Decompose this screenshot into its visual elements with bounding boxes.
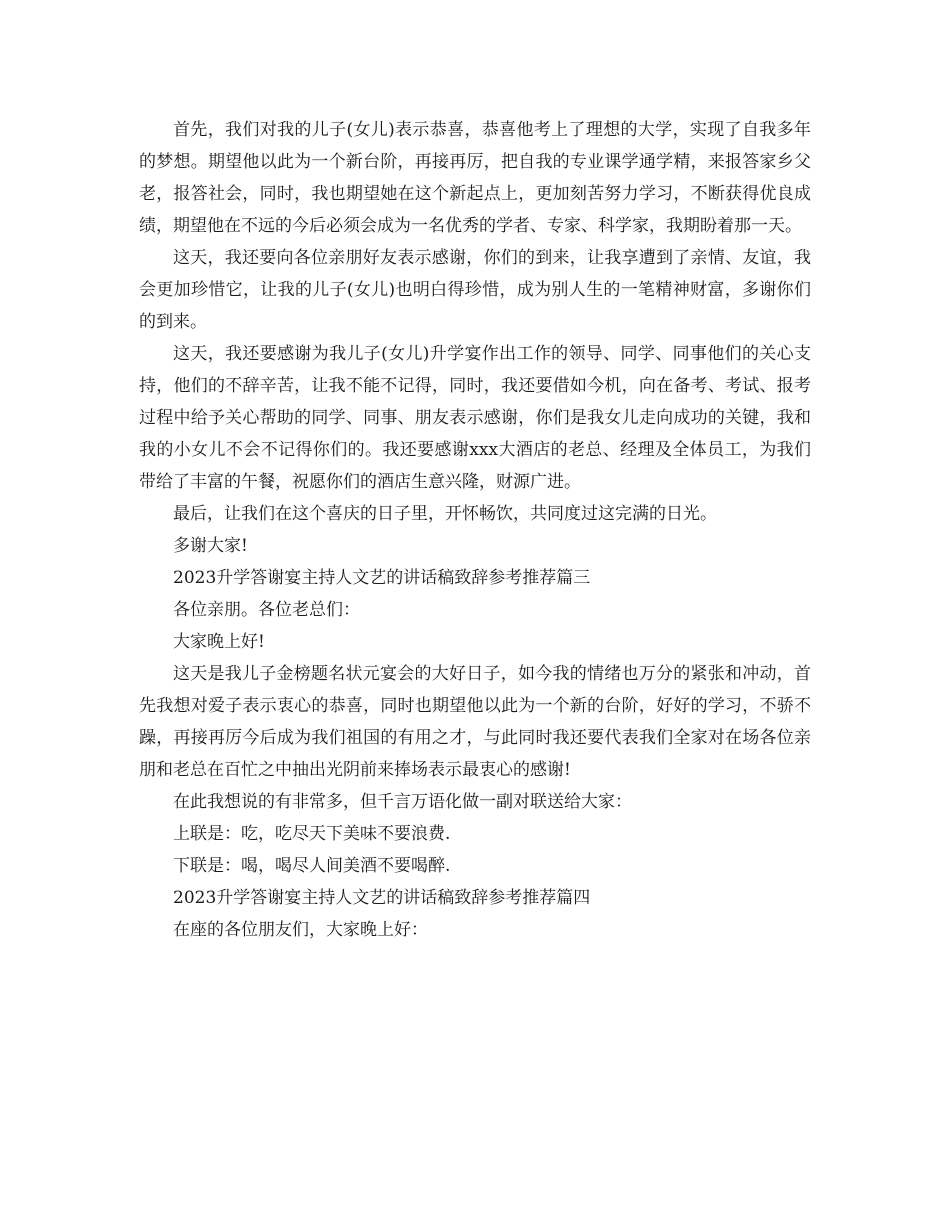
paragraph-thank-all: 多谢大家! — [173, 536, 248, 556]
paragraph-opening-greeting: 在座的各位朋友们，大家晚上好： — [173, 920, 428, 940]
paragraph-greeting: 大家晚上好! — [173, 632, 265, 652]
paragraph-banquet-speech: 这天是我儿子金榜题名状元宴会的大好日子，如今我的情绪也万分的紧张和冲动，首先我想对爱子表示衷心的恭喜，同时也期望他以此为一个新的台阶，好好的学习，不骄不躁，再接再厉今后成为我们祖国的有用之才，与此同时我还要代表我们全家对在场各位亲朋和老总在百忙之中抽出光阴前来捧场表示最衷心的感谢! — [139, 664, 811, 780]
paragraph-couplet-upper: 上联是：吃，吃尽天下美味不要浪费. — [173, 824, 451, 844]
paragraph-thanks-helpers: 这天，我还要感谢为我儿子(女儿)升学宴作出工作的领导、同学、同事他们的关心支持，他们的不辞辛苦，让我不能不记得，同时，我还要借如今机，向在备考、考试、报考过程中给予关心帮助的同学、同事、朋友表示感谢，你们是我女儿走向成功的关键，我和我的小女儿不会不记得你们的。我还要感谢xxx大酒店的老总、经理及全体员工，为我们带给了丰富的午餐，祝愿你们的酒店生意兴隆，财源广进。 — [139, 344, 811, 492]
paragraph-couplet-intro: 在此我想说的有非常多，但千言万语化做一副对联送给大家： — [173, 792, 632, 812]
paragraph-congratulations: 首先，我们对我的儿子(女儿)表示恭喜，恭喜他考上了理想的大学，实现了自我多年的梦想。期望他以此为一个新台阶，再接再厉，把自我的专业课学通学精，来报答家乡父老，报答社会，同时，我也期望她在这个新起点上，更加刻苦努力学习，不断获得优良成绩，期望他在不远的今后必须会成为一名优秀的学者、专家、科学家，我期盼着那一天。 — [139, 120, 811, 236]
paragraph-salutation: 各位亲朋。各位老总们： — [173, 600, 360, 620]
paragraph-closing: 最后，让我们在这个喜庆的日子里，开怀畅饮，共同度过这完满的日光。 — [173, 504, 717, 524]
paragraph-couplet-lower: 下联是：喝，喝尽人间美酒不要喝醉. — [173, 856, 451, 876]
section-heading-part-four: 2023升学答谢宴主持人文艺的讲话稿致辞参考推荐篇四 — [173, 888, 591, 908]
section-heading-part-three: 2023升学答谢宴主持人文艺的讲话稿致辞参考推荐篇三 — [173, 568, 591, 588]
document-body — [139, 114, 811, 946]
paragraph-thanks-relatives: 这天，我还要向各位亲朋好友表示感谢，你们的到来，让我享遭到了亲情、友谊，我会更加珍惜它，让我的儿子(女儿)也明白得珍惜，成为别人生的一笔精神财富，多谢你们的到来。 — [139, 248, 811, 332]
